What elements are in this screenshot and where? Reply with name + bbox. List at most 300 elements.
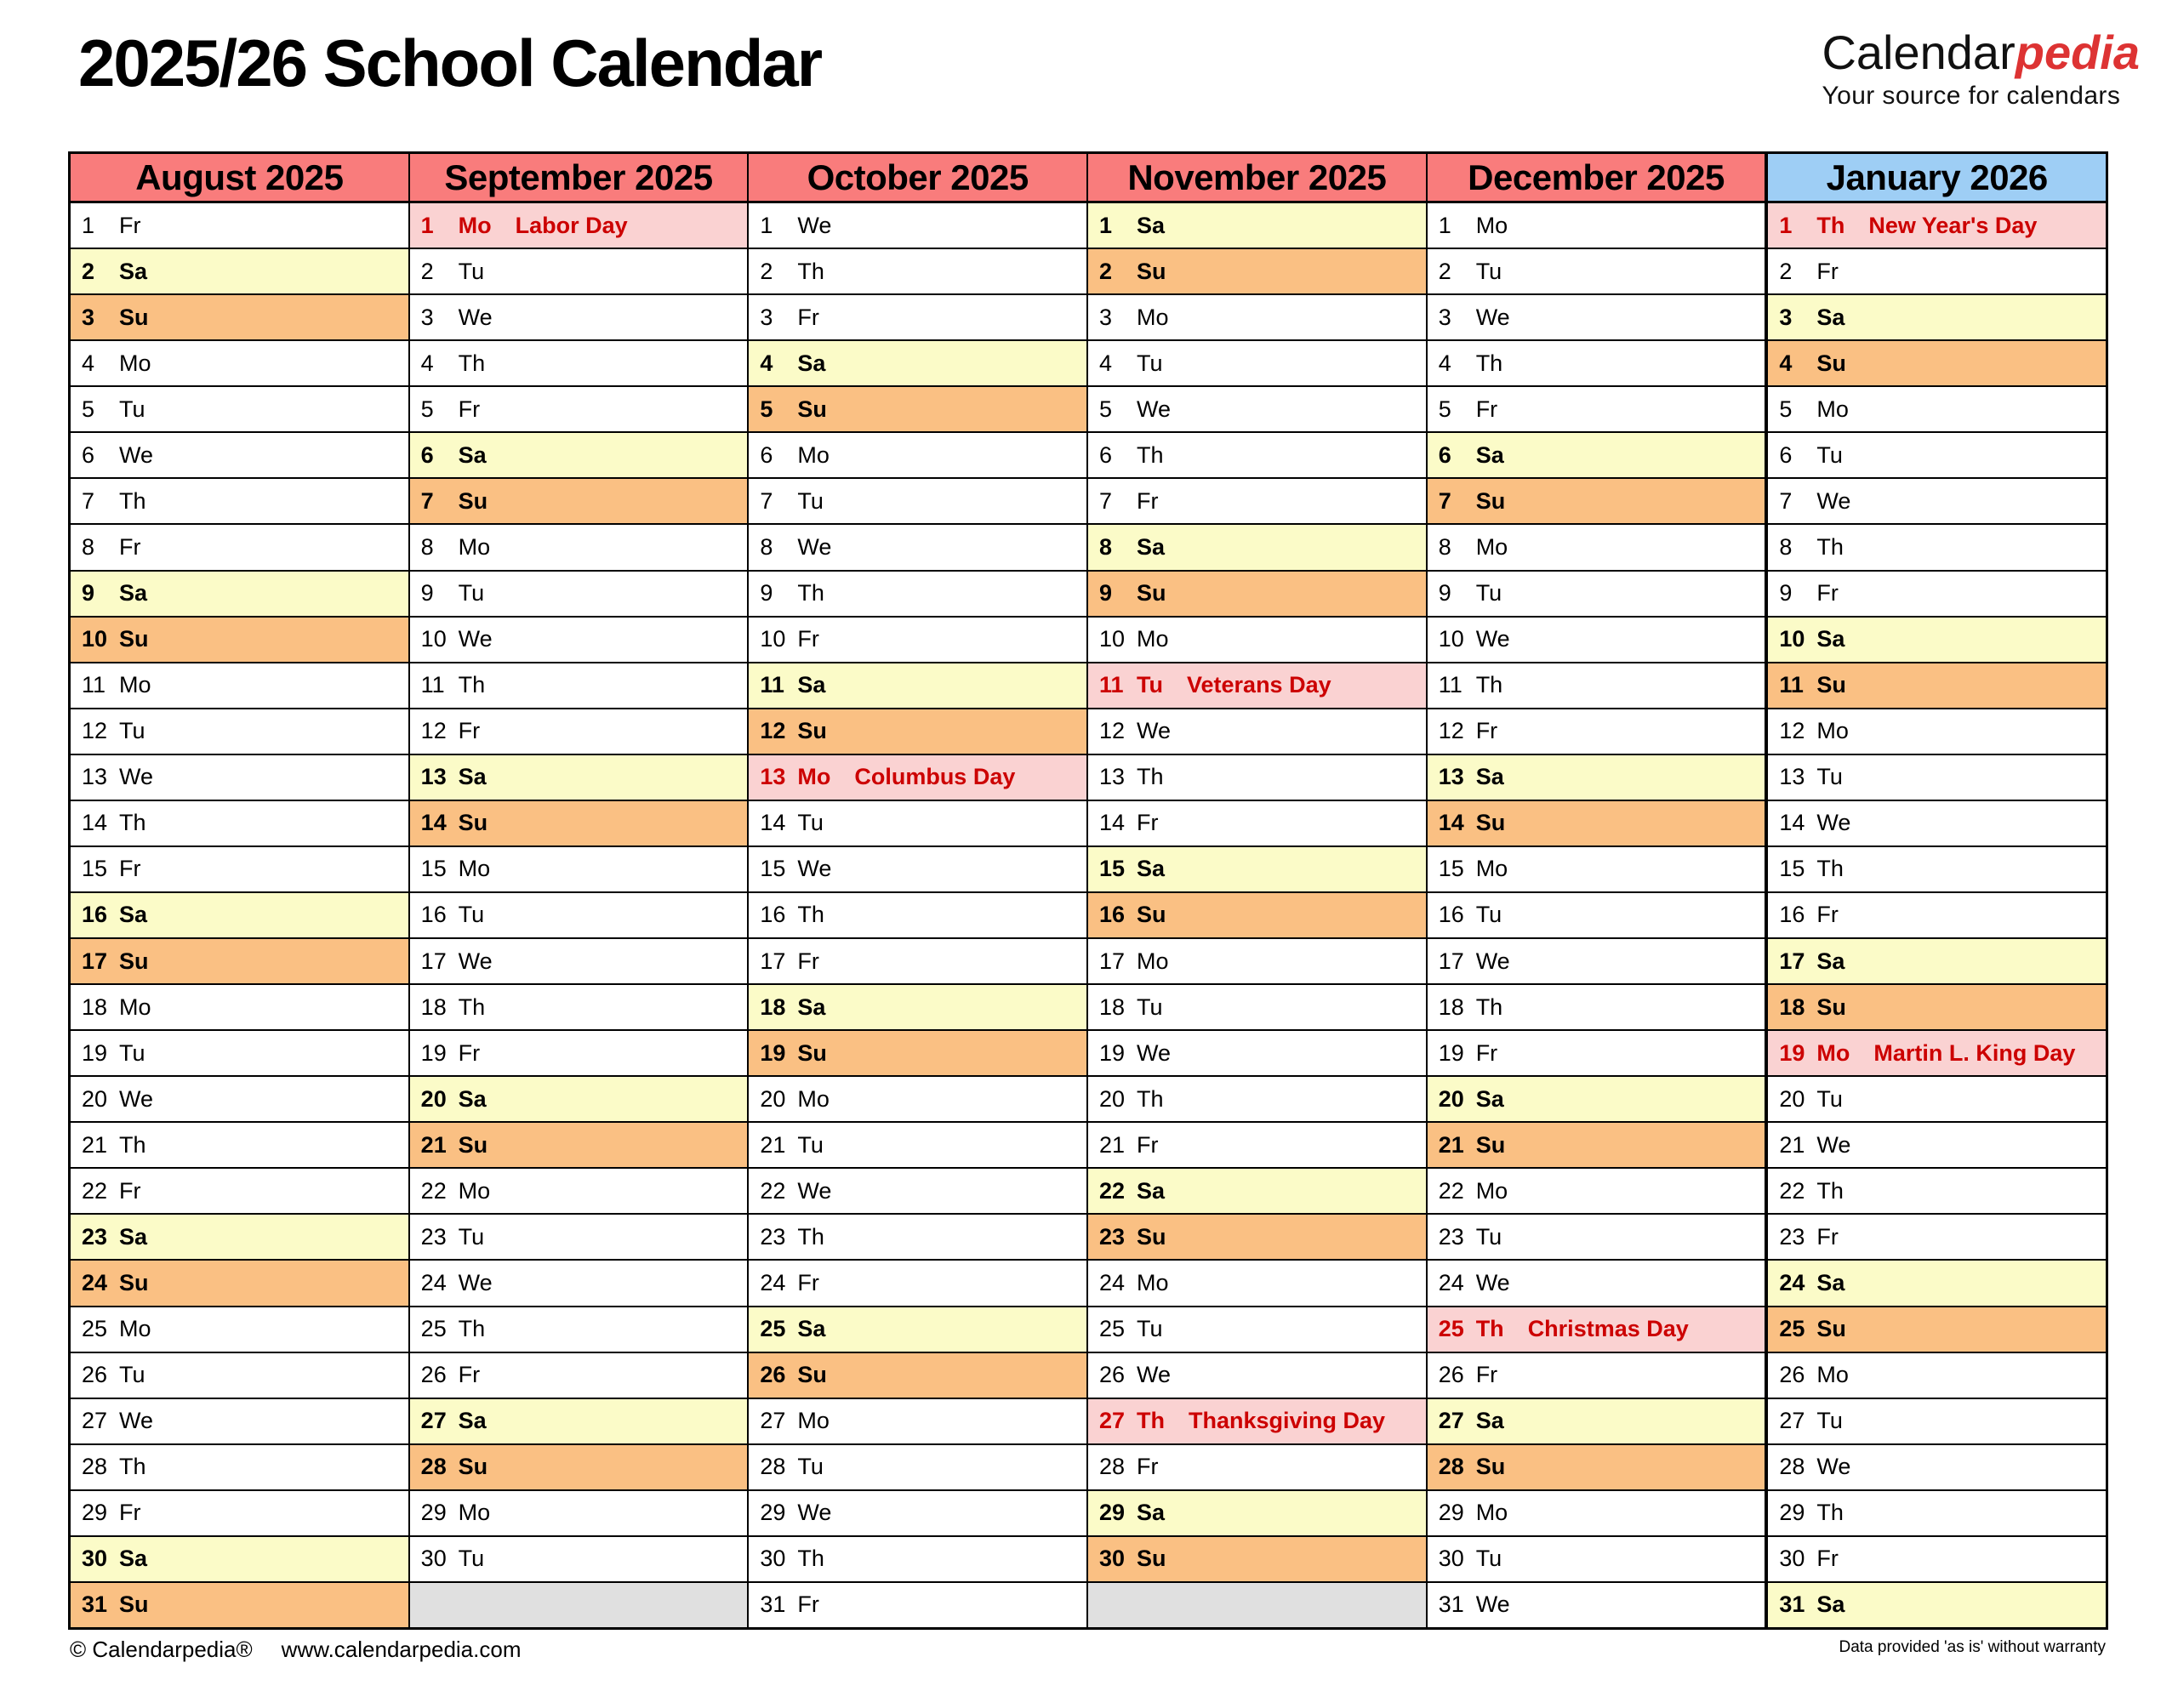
day-cell xyxy=(1428,431,1765,477)
weekday-abbrev: Mo xyxy=(797,1408,830,1434)
day-cell xyxy=(1768,1398,2106,1443)
weekday-abbrev: Mo xyxy=(797,764,831,790)
day-cell xyxy=(410,1029,748,1075)
day-number: 26 xyxy=(1438,1362,1464,1388)
weekday-abbrev: We xyxy=(797,212,832,238)
day-number: 27 xyxy=(760,1408,786,1434)
day-number: 5 xyxy=(1438,396,1451,422)
weekday-abbrev: Tu xyxy=(1137,993,1163,1020)
weekday-abbrev: Fr xyxy=(1137,1131,1159,1158)
day-cell xyxy=(1768,1075,2106,1121)
day-cell xyxy=(749,1306,1086,1352)
day-number: 7 xyxy=(420,487,434,514)
day-cell xyxy=(749,1443,1086,1489)
day-cell xyxy=(1088,616,1426,662)
day-number: 15 xyxy=(1779,856,1805,882)
day-number: 5 xyxy=(82,396,95,422)
day-number: 28 xyxy=(82,1454,108,1480)
month-header: October 2025 xyxy=(749,154,1086,203)
weekday-abbrev: Su xyxy=(1816,672,1846,698)
day-cell xyxy=(71,1306,408,1352)
day-cell xyxy=(1768,845,2106,891)
month-header: November 2025 xyxy=(1088,154,1426,203)
day-cell xyxy=(1768,891,2106,937)
day-number: 31 xyxy=(1438,1591,1464,1618)
day-cell xyxy=(1768,1352,2106,1398)
weekday-abbrev: Su xyxy=(797,1039,827,1066)
weekday-abbrev: Tu xyxy=(1137,350,1163,376)
day-number: 24 xyxy=(760,1269,786,1295)
day-number: 1 xyxy=(760,212,773,238)
day-number: 12 xyxy=(1099,718,1126,744)
month-column xyxy=(71,154,408,1627)
weekday-abbrev: Tu xyxy=(458,580,485,606)
day-number: 25 xyxy=(1438,1316,1464,1342)
day-cell xyxy=(1768,248,2106,293)
day-number: 2 xyxy=(420,258,434,284)
day-cell xyxy=(71,1489,408,1535)
weekday-abbrev: We xyxy=(1816,1454,1851,1480)
day-number: 18 xyxy=(420,993,447,1020)
day-cell xyxy=(1428,248,1765,293)
day-cell xyxy=(1428,983,1765,1029)
weekday-abbrev: Tu xyxy=(1137,1316,1163,1342)
day-cell xyxy=(1088,477,1426,523)
day-number: 27 xyxy=(1438,1408,1464,1434)
day-cell xyxy=(1768,1306,2106,1352)
weekday-abbrev: We xyxy=(797,1177,832,1204)
weekday-abbrev: Su xyxy=(797,1362,827,1388)
day-cell xyxy=(1088,1489,1426,1535)
day-number: 27 xyxy=(420,1408,447,1434)
weekday-abbrev: Su xyxy=(1816,993,1846,1020)
empty-cell xyxy=(1088,1581,1426,1627)
day-cell xyxy=(410,385,748,431)
day-number: 16 xyxy=(82,902,108,928)
month-column xyxy=(1086,154,1426,1627)
day-number: 2 xyxy=(1099,258,1113,284)
day-cell xyxy=(410,523,748,569)
weekday-abbrev: Tu xyxy=(797,1454,824,1480)
day-number: 30 xyxy=(1779,1546,1805,1572)
day-cell xyxy=(1088,708,1426,754)
weekday-abbrev: Sa xyxy=(1816,1591,1845,1618)
day-number: 30 xyxy=(760,1546,786,1572)
day-number: 2 xyxy=(760,258,773,284)
day-number: 22 xyxy=(1779,1177,1805,1204)
day-cell xyxy=(71,1259,408,1305)
month-header: August 2025 xyxy=(71,154,408,203)
day-cell xyxy=(749,891,1086,937)
weekday-abbrev: We xyxy=(1816,487,1851,514)
weekday-abbrev: Su xyxy=(1475,810,1506,836)
day-cell xyxy=(410,800,748,845)
day-cell xyxy=(1768,616,2106,662)
day-number: 30 xyxy=(1438,1546,1464,1572)
day-number: 7 xyxy=(760,487,773,514)
day-number: 4 xyxy=(1779,350,1793,376)
day-cell xyxy=(1088,1352,1426,1398)
weekday-abbrev: Tu xyxy=(119,396,145,422)
weekday-abbrev: Tu xyxy=(1816,1085,1843,1112)
day-number: 24 xyxy=(1779,1269,1805,1295)
day-cell xyxy=(71,431,408,477)
day-number: 5 xyxy=(760,396,773,422)
weekday-abbrev: Su xyxy=(1137,902,1166,928)
weekday-abbrev: Fr xyxy=(458,1039,481,1066)
day-number: 16 xyxy=(420,902,447,928)
day-cell xyxy=(1768,1535,2106,1581)
weekday-abbrev: Mo xyxy=(1816,718,1849,744)
day-number: 22 xyxy=(82,1177,108,1204)
weekday-abbrev: Sa xyxy=(119,580,148,606)
day-number: 27 xyxy=(1099,1408,1126,1434)
day-cell xyxy=(1428,891,1765,937)
month-header: December 2025 xyxy=(1428,154,1765,203)
day-cell xyxy=(1428,523,1765,569)
day-cell xyxy=(1088,570,1426,616)
day-cell xyxy=(1768,293,2106,339)
weekday-abbrev: Th xyxy=(1816,533,1844,560)
day-number: 4 xyxy=(82,350,95,376)
day-cell xyxy=(1768,983,2106,1029)
day-number: 28 xyxy=(1099,1454,1126,1480)
weekday-abbrev: Mo xyxy=(797,1085,830,1112)
day-number: 18 xyxy=(760,993,786,1020)
day-cell xyxy=(410,845,748,891)
weekday-abbrev: We xyxy=(1137,1362,1172,1388)
day-cell xyxy=(1428,477,1765,523)
weekday-abbrev: Sa xyxy=(458,441,487,468)
day-number: 8 xyxy=(1438,533,1451,560)
logo-text-pedia: pedia xyxy=(2015,26,2140,79)
weekday-abbrev: Th xyxy=(797,1546,824,1572)
day-number: 15 xyxy=(82,856,108,882)
weekday-abbrev: Su xyxy=(1816,1316,1846,1342)
day-cell xyxy=(1768,708,2106,754)
day-number: 21 xyxy=(1099,1131,1126,1158)
day-cell xyxy=(410,1075,748,1121)
day-number: 28 xyxy=(760,1454,786,1480)
day-cell xyxy=(1428,1213,1765,1259)
weekday-abbrev: Sa xyxy=(458,1408,487,1434)
month-column xyxy=(1426,154,1765,1627)
day-number: 14 xyxy=(420,810,447,836)
weekday-abbrev: Fr xyxy=(458,718,481,744)
weekday-abbrev: We xyxy=(1475,626,1510,652)
day-number: 7 xyxy=(82,487,95,514)
day-number: 9 xyxy=(420,580,434,606)
weekday-abbrev: Sa xyxy=(458,1085,487,1112)
day-cell xyxy=(410,662,748,708)
day-number: 3 xyxy=(760,304,773,330)
day-cell xyxy=(71,845,408,891)
weekday-abbrev: Mo xyxy=(1816,1362,1849,1388)
weekday-abbrev: We xyxy=(458,1269,493,1295)
day-number: 10 xyxy=(82,626,108,652)
weekday-abbrev: Th xyxy=(458,993,486,1020)
day-cell xyxy=(1768,1121,2106,1167)
day-cell xyxy=(1428,293,1765,339)
day-cell xyxy=(749,983,1086,1029)
day-cell xyxy=(410,1535,748,1581)
day-number: 8 xyxy=(420,533,434,560)
day-cell xyxy=(749,662,1086,708)
footer-website: www.calendarpedia.com xyxy=(281,1637,522,1662)
day-cell xyxy=(1428,1352,1765,1398)
day-cell xyxy=(410,1121,748,1167)
weekday-abbrev: Tu xyxy=(1475,1546,1502,1572)
day-number: 1 xyxy=(82,212,95,238)
day-number: 10 xyxy=(1099,626,1126,652)
day-cell xyxy=(1768,203,2106,248)
day-number: 16 xyxy=(1099,902,1126,928)
day-cell xyxy=(71,616,408,662)
day-number: 20 xyxy=(1779,1085,1805,1112)
weekday-abbrev: Th xyxy=(1475,350,1503,376)
day-number: 14 xyxy=(1779,810,1805,836)
day-number: 26 xyxy=(760,1362,786,1388)
weekday-abbrev: We xyxy=(119,1408,154,1434)
day-cell xyxy=(1088,1121,1426,1167)
day-number: 20 xyxy=(1438,1085,1464,1112)
weekday-abbrev: Th xyxy=(458,350,486,376)
day-number: 9 xyxy=(1779,580,1793,606)
weekday-abbrev: Sa xyxy=(1816,304,1845,330)
day-cell xyxy=(1768,754,2106,800)
weekday-abbrev: Sa xyxy=(1816,948,1845,974)
weekday-abbrev: Mo xyxy=(1475,1500,1508,1526)
weekday-abbrev: Su xyxy=(1816,350,1846,376)
weekday-abbrev: Fr xyxy=(1816,580,1839,606)
day-cell xyxy=(1428,570,1765,616)
weekday-abbrev: Tu xyxy=(1816,441,1843,468)
day-number: 21 xyxy=(420,1131,447,1158)
day-cell xyxy=(410,248,748,293)
month-column xyxy=(1765,154,2106,1627)
holiday-name: Columbus Day xyxy=(854,764,1016,790)
day-cell xyxy=(749,570,1086,616)
day-cell xyxy=(71,570,408,616)
day-number: 8 xyxy=(760,533,773,560)
day-cell xyxy=(749,1352,1086,1398)
day-cell xyxy=(71,1167,408,1213)
weekday-abbrev: Th xyxy=(1816,856,1844,882)
weekday-abbrev: Mo xyxy=(458,212,492,238)
weekday-abbrev: Su xyxy=(1137,1223,1166,1250)
weekday-abbrev: Fr xyxy=(797,948,819,974)
day-number: 29 xyxy=(1438,1500,1464,1526)
day-cell xyxy=(1768,1029,2106,1075)
weekday-abbrev: We xyxy=(1137,1039,1172,1066)
day-cell xyxy=(749,937,1086,983)
day-number: 5 xyxy=(1099,396,1113,422)
weekday-abbrev: Mo xyxy=(1475,212,1508,238)
day-cell xyxy=(71,1029,408,1075)
day-cell xyxy=(1088,1306,1426,1352)
weekday-abbrev: Su xyxy=(119,626,149,652)
day-number: 11 xyxy=(1438,672,1462,698)
day-cell xyxy=(1428,1259,1765,1305)
day-cell xyxy=(1088,754,1426,800)
day-cell xyxy=(1768,1259,2106,1305)
weekday-abbrev: Fr xyxy=(797,304,819,330)
logo-tagline: Your source for calendars xyxy=(1822,82,2121,110)
weekday-abbrev: Fr xyxy=(119,1500,141,1526)
day-cell xyxy=(410,1259,748,1305)
day-number: 31 xyxy=(82,1591,108,1618)
empty-cell xyxy=(410,1581,748,1627)
day-cell xyxy=(749,293,1086,339)
calendar-table xyxy=(68,151,2108,1630)
day-cell xyxy=(1088,1167,1426,1213)
day-number: 20 xyxy=(1099,1085,1126,1112)
weekday-abbrev: Mo xyxy=(1816,1039,1850,1066)
weekday-abbrev: We xyxy=(1475,948,1510,974)
day-cell xyxy=(410,1213,748,1259)
weekday-abbrev: Th xyxy=(797,580,824,606)
weekday-abbrev: Su xyxy=(458,487,488,514)
day-number: 15 xyxy=(1438,856,1464,882)
day-cell xyxy=(1428,708,1765,754)
day-cell xyxy=(1768,570,2106,616)
day-cell xyxy=(1088,1259,1426,1305)
day-cell xyxy=(71,1352,408,1398)
day-cell xyxy=(749,339,1086,385)
day-cell xyxy=(1428,937,1765,983)
day-cell xyxy=(1768,1489,2106,1535)
weekday-abbrev: Sa xyxy=(119,902,148,928)
day-cell xyxy=(1088,293,1426,339)
day-number: 3 xyxy=(1779,304,1793,330)
day-number: 6 xyxy=(1779,441,1793,468)
weekday-abbrev: We xyxy=(1816,810,1851,836)
day-number: 18 xyxy=(1099,993,1126,1020)
day-cell xyxy=(1088,248,1426,293)
day-number: 10 xyxy=(1779,626,1805,652)
weekday-abbrev: Su xyxy=(1137,258,1166,284)
holiday-name: Labor Day xyxy=(515,212,628,238)
day-cell xyxy=(410,891,748,937)
day-number: 18 xyxy=(1438,993,1464,1020)
weekday-abbrev: Mo xyxy=(1475,856,1508,882)
weekday-abbrev: Sa xyxy=(1137,1177,1166,1204)
day-number: 6 xyxy=(1438,441,1451,468)
day-cell xyxy=(1768,431,2106,477)
day-cell xyxy=(71,1443,408,1489)
day-cell xyxy=(410,937,748,983)
day-number: 19 xyxy=(1438,1039,1464,1066)
weekday-abbrev: Mo xyxy=(119,672,151,698)
day-cell xyxy=(749,1398,1086,1443)
footer-copyright: © Calendarpedia® xyxy=(70,1637,253,1662)
day-cell xyxy=(1428,203,1765,248)
weekday-abbrev: Fr xyxy=(458,396,481,422)
weekday-abbrev: Sa xyxy=(797,350,826,376)
day-cell xyxy=(1088,385,1426,431)
day-number: 29 xyxy=(1099,1500,1126,1526)
weekday-abbrev: Sa xyxy=(1137,856,1166,882)
day-cell xyxy=(71,1535,408,1581)
day-cell xyxy=(410,754,748,800)
day-cell xyxy=(71,1398,408,1443)
day-cell xyxy=(749,1489,1086,1535)
day-cell xyxy=(71,662,408,708)
day-number: 25 xyxy=(1779,1316,1805,1342)
holiday-name: Martin L. King Day xyxy=(1873,1039,2076,1066)
weekday-abbrev: We xyxy=(1816,1131,1851,1158)
day-number: 1 xyxy=(420,212,434,238)
day-number: 18 xyxy=(82,993,108,1020)
holiday-name: Christmas Day xyxy=(1527,1316,1689,1342)
day-number: 6 xyxy=(420,441,434,468)
weekday-abbrev: Fr xyxy=(1137,810,1159,836)
day-number: 7 xyxy=(1099,487,1113,514)
day-number: 19 xyxy=(82,1039,108,1066)
day-cell xyxy=(749,1581,1086,1627)
day-cell xyxy=(1088,1398,1426,1443)
day-cell xyxy=(1428,1489,1765,1535)
weekday-abbrev: Mo xyxy=(1475,533,1508,560)
weekday-abbrev: Mo xyxy=(1137,304,1169,330)
weekday-abbrev: Mo xyxy=(1816,396,1849,422)
weekday-abbrev: Th xyxy=(797,1223,824,1250)
weekday-abbrev: Sa xyxy=(458,764,487,790)
day-number: 19 xyxy=(760,1039,786,1066)
weekday-abbrev: Tu xyxy=(797,810,824,836)
logo-text-calendar: Calendar xyxy=(1822,26,2016,79)
day-number: 29 xyxy=(760,1500,786,1526)
day-cell xyxy=(749,1075,1086,1121)
day-cell xyxy=(1428,1398,1765,1443)
day-cell xyxy=(71,203,408,248)
day-number: 24 xyxy=(1438,1269,1464,1295)
page-title: 2025/26 School Calendar xyxy=(78,26,822,100)
weekday-abbrev: Sa xyxy=(1137,1500,1166,1526)
weekday-abbrev: Su xyxy=(1475,1454,1506,1480)
day-cell xyxy=(1428,1029,1765,1075)
day-cell xyxy=(749,523,1086,569)
weekday-abbrev: Th xyxy=(1137,1085,1164,1112)
day-cell xyxy=(1428,754,1765,800)
weekday-abbrev: Mo xyxy=(119,1316,151,1342)
day-cell xyxy=(71,477,408,523)
day-number: 2 xyxy=(82,258,95,284)
day-cell xyxy=(410,1352,748,1398)
day-cell xyxy=(410,983,748,1029)
day-cell xyxy=(1768,385,2106,431)
day-cell xyxy=(1428,845,1765,891)
weekday-abbrev: Th xyxy=(1475,1316,1504,1342)
day-number: 24 xyxy=(1099,1269,1126,1295)
day-number: 17 xyxy=(420,948,447,974)
day-cell xyxy=(410,570,748,616)
day-cell xyxy=(71,891,408,937)
day-number: 20 xyxy=(82,1085,108,1112)
day-number: 28 xyxy=(420,1454,447,1480)
day-number: 25 xyxy=(1099,1316,1126,1342)
day-number: 2 xyxy=(1438,258,1451,284)
holiday-name: Thanksgiving Day xyxy=(1189,1408,1386,1434)
weekday-abbrev: Fr xyxy=(1475,1039,1498,1066)
day-number: 8 xyxy=(1099,533,1113,560)
day-cell xyxy=(749,1213,1086,1259)
day-cell xyxy=(1768,937,2106,983)
day-cell xyxy=(1088,1535,1426,1581)
day-cell xyxy=(1088,1443,1426,1489)
day-cell xyxy=(1768,523,2106,569)
day-number: 15 xyxy=(760,856,786,882)
